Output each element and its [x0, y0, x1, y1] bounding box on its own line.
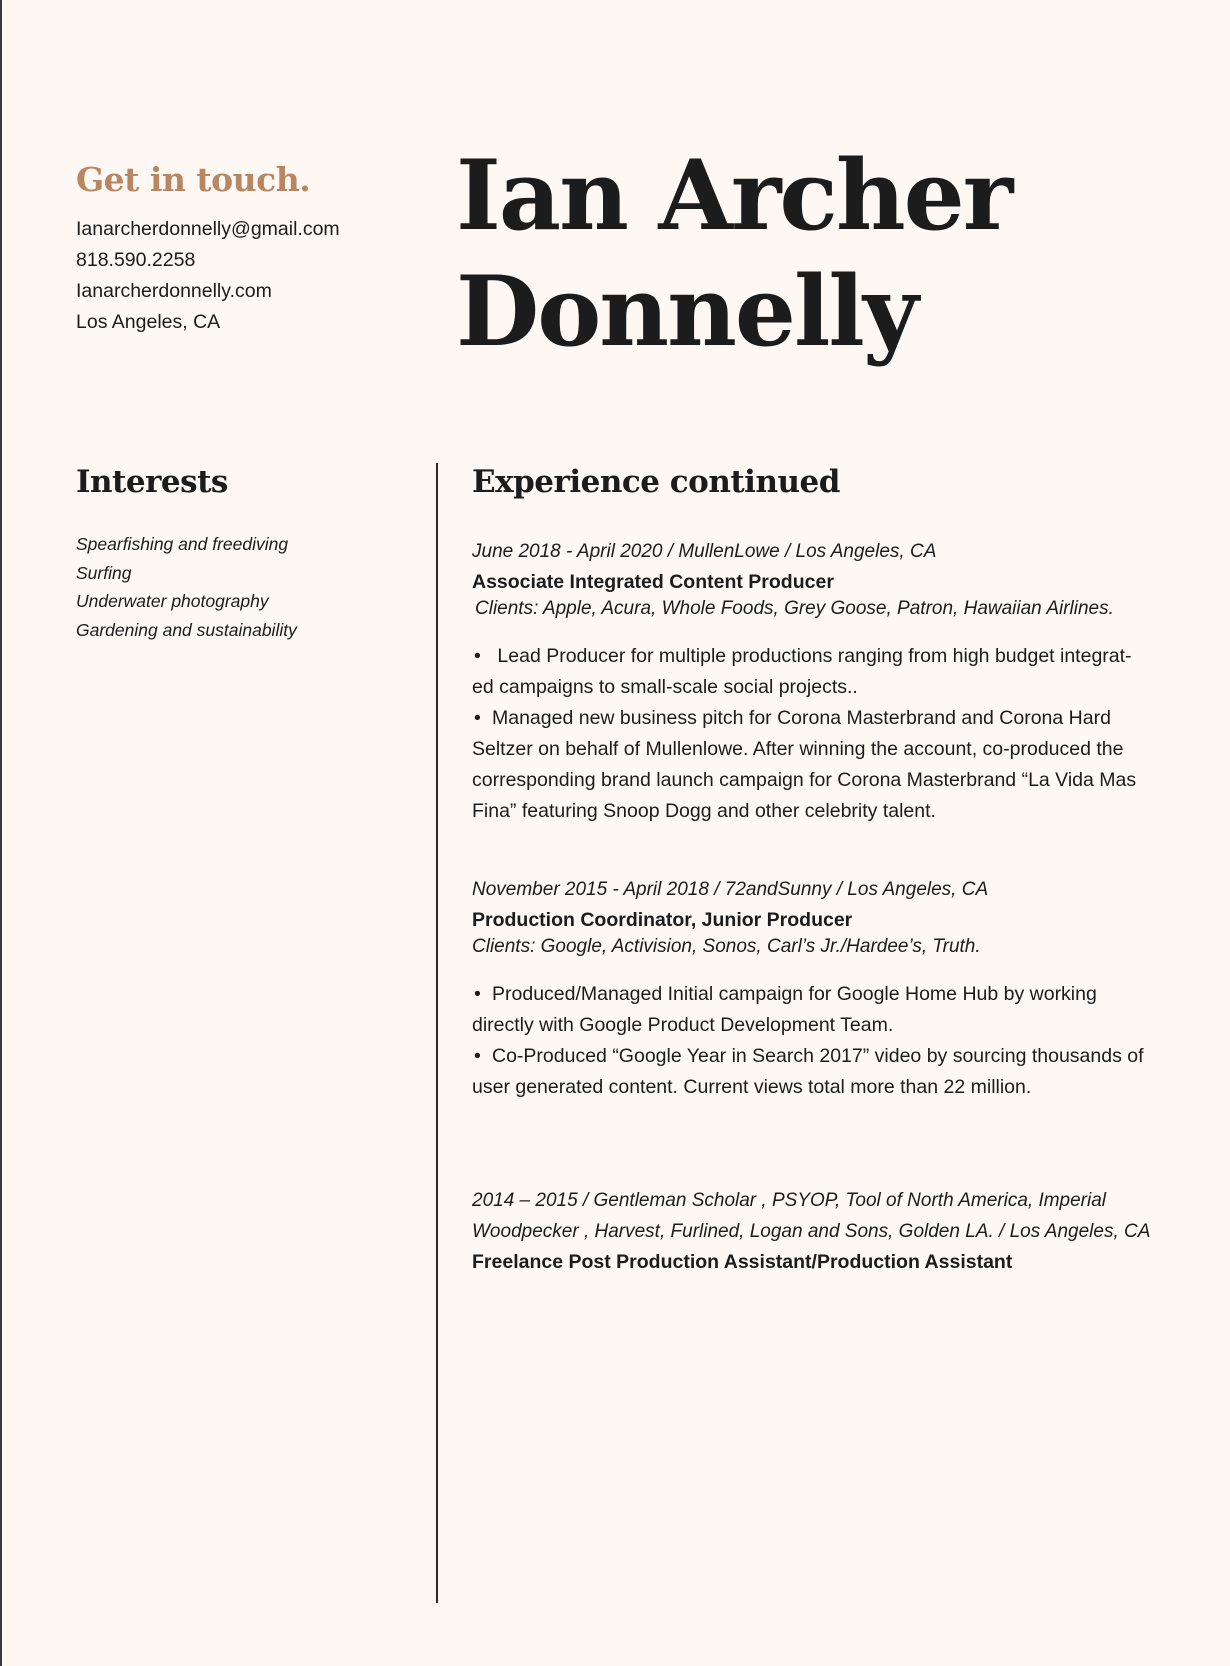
interest-item: Spearfishing and freediving: [76, 534, 289, 554]
job-meta: June 2018 - April 2020 / MullenLowe / Los Angeles, CA: [472, 541, 937, 562]
job-meta: 2014 – 2015 / Gentleman Scholar , PSYOP, Tool of North America, Imperial Woodpecker , Harvest, Furlined, Logan and Sons, Golden LA. / Los Angeles, CA: [472, 1190, 1151, 1242]
job-bullets: [472, 979, 1152, 1103]
contact-email[interactable]: Ianarcherdonnelly@gmail.com: [76, 218, 340, 240]
job-entry-mullenlowe: [472, 536, 1152, 827]
job-clients: Clients: Apple, Acura, Whole Foods, Grey Goose, Patron, Hawaiian Airlines.: [475, 598, 1114, 619]
column-divider: [436, 463, 438, 1603]
contact-location: Los Angeles, CA: [76, 311, 221, 333]
job-bullet: • Produced/Managed Initial campaign for Google Home Hub by working directly with Google Product Development Team.: [472, 979, 1152, 1041]
job-bullet: • Co-Produced “Google Year in Search 2017” video by sourcing thousands of user generated content. Current views total more than 22 million.: [472, 1041, 1152, 1103]
contact-website[interactable]: Ianarcherdonnelly.com: [76, 280, 272, 302]
job-entry-72andsunny: [472, 874, 1152, 1103]
contact-heading: Get in touch.: [76, 160, 311, 199]
page-edge-line: [0, 0, 2, 1666]
job-title: Freelance Post Production Assistant/Production Assistant: [472, 1251, 1013, 1273]
job-bullet: • Lead Producer for multiple productions ranging from high budget integrat-ed campaigns to small-scale social projects..: [472, 641, 1152, 703]
job-meta: November 2015 - April 2018 / 72andSunny / Los Angeles, CA: [472, 879, 989, 900]
contact-list: [76, 214, 340, 338]
job-title: Associate Integrated Content Producer: [472, 571, 834, 593]
experience-heading: Experience continued: [472, 464, 840, 500]
job-title: Production Coordinator, Junior Producer: [472, 909, 853, 931]
contact-phone[interactable]: 818.590.2258: [76, 249, 196, 271]
job-clients: Clients: Google, Activision, Sonos, Carl’s Jr./Hardee’s, Truth.: [472, 936, 981, 957]
job-bullet: • Managed new business pitch for Corona Masterbrand and Corona Hard Seltzer on behalf of Mullenlowe. After winning the account, co-produced the corresponding brand launch campaign for Corona Masterbrand “La Vida Mas Fina” featuring Snoop Dogg and other celebrity talent.: [472, 703, 1152, 827]
interest-item: Gardening and sustainability: [76, 619, 297, 640]
interests-list: [76, 530, 297, 644]
interests-heading: Interests: [76, 464, 228, 500]
interest-item: Surfing: [76, 562, 132, 583]
job-entry-freelance: [472, 1185, 1152, 1277]
name-line-2: Donnelly: [456, 255, 917, 368]
interest-item: Underwater photography: [76, 591, 269, 611]
job-bullets: [472, 641, 1152, 827]
resume-name: [456, 138, 1011, 370]
name-line-1: Ian Archer: [456, 139, 1012, 252]
